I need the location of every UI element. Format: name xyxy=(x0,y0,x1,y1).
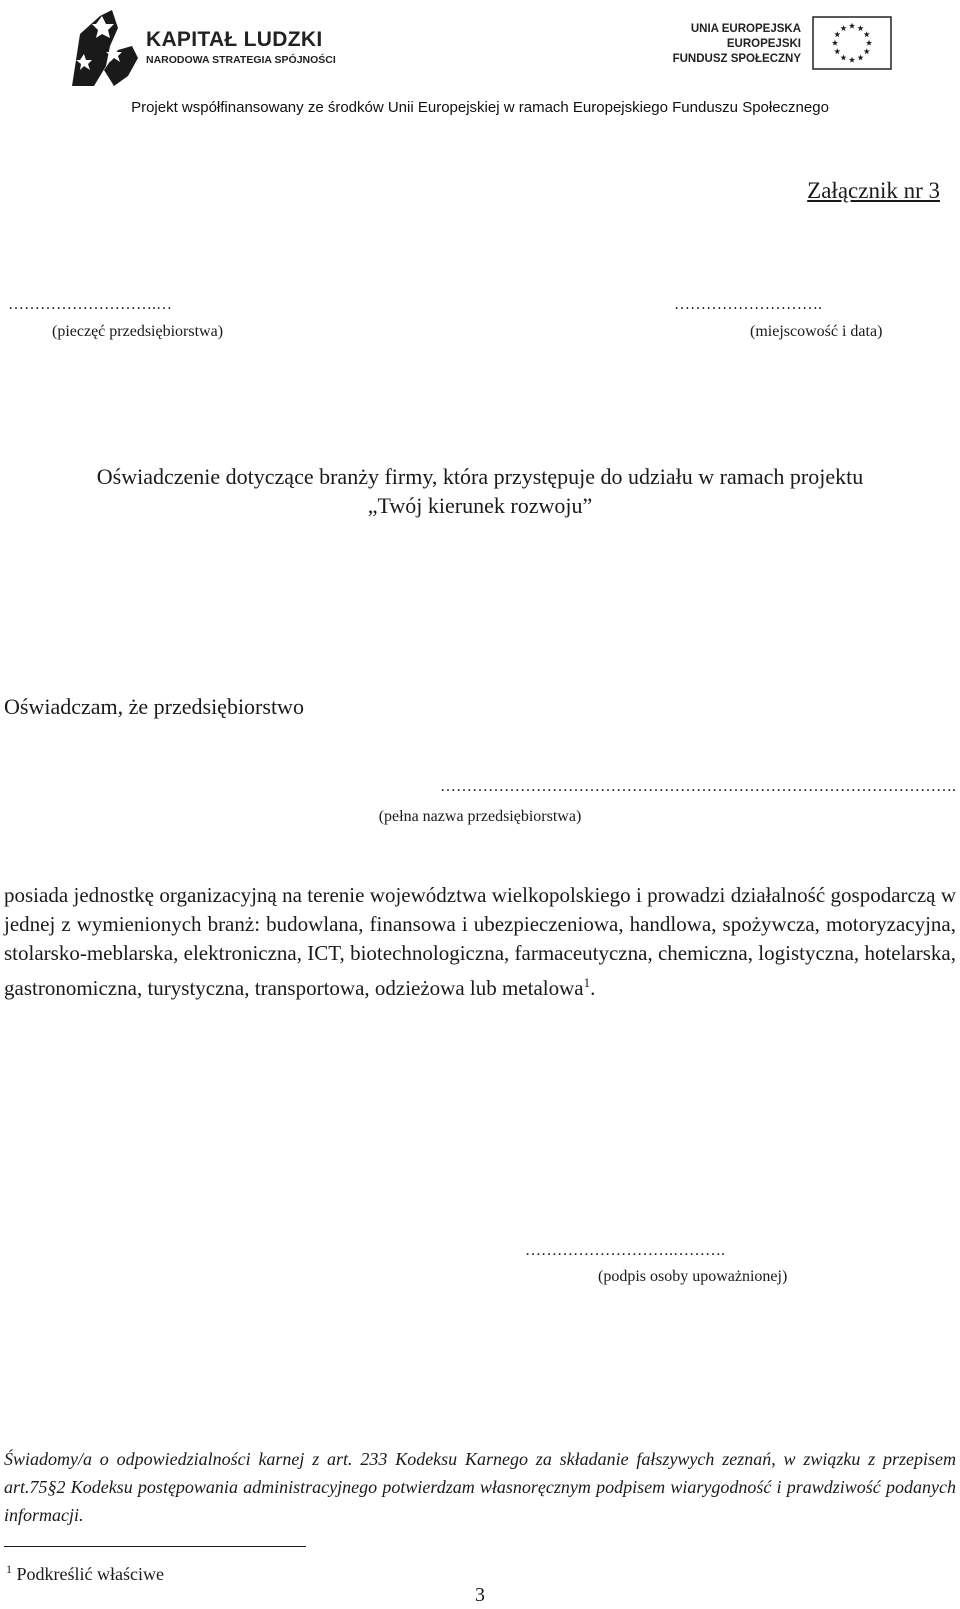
kapital-ludzki-title: KAPITAŁ LUDZKI xyxy=(146,28,323,51)
attachment-label: Załącznik nr 3 xyxy=(807,178,940,203)
document-title-line1: Oświadczenie dotyczące branży firmy, która przystępuje do udziału w ramach projektu xyxy=(96,464,864,489)
signature-field-caption: (podpis osoby upoważnionej) xyxy=(598,1268,788,1285)
declaration-body-end: . xyxy=(590,976,596,1000)
footnote xyxy=(6,1562,164,1585)
company-name-field-dots: ……………………………………………………………………………………. xyxy=(440,778,956,795)
company-name-field-caption: (pełna nazwa przedsiębiorstwa) xyxy=(378,808,582,825)
eu-logo-line2: EUROPEJSKI xyxy=(726,38,801,50)
footnote-text: Podkreślić właściwe xyxy=(16,1564,164,1584)
page-number: 3 xyxy=(475,1584,485,1606)
place-date-field-dots: ………………………. xyxy=(674,296,822,313)
declaration-body-text: posiada jednostkę organizacyjną na terenie województwa wielkopolskiego i prowadzi działalność gospodarczą w jednej z wymienionych branż: budowlana, finansowa i ubezpieczeniowa, handlowa, spożywcza, motoryzacyjna, stolarsko-meblarska, elektroniczna, ICT, biotechnologiczna, farmaceutyczna, chemiczna, logistyczna, hotelarska, gastronomiczna, turystyczna, transportowa, odzieżowa lub metalowa xyxy=(4,883,956,1000)
declaration-body xyxy=(4,881,956,1003)
eu-logo-text xyxy=(661,22,801,67)
eu-flag xyxy=(812,16,892,70)
eu-logo-line3: FUNDUSZ SPOŁECZNY xyxy=(672,53,801,65)
liability-note: Świadomy/a o odpowiedzialności karnej z art. 233 Kodeksu Karnego za składanie fałszywych zeznań, w związku z przepisem art.75§2 Kodeksu postępowania administracyjnego potwierdzam własnoręcznym podpisem wiarygodność i prawdziwość podanych informacji. xyxy=(4,1449,956,1525)
stamp-field-dots: ……………………….… xyxy=(8,296,172,313)
footnote-mark: 1 xyxy=(6,1562,12,1576)
footnote-reference: 1 xyxy=(583,975,591,990)
document-title xyxy=(0,462,960,520)
stamp-field-caption: (pieczęć przedsiębiorstwa) xyxy=(52,323,224,340)
declaration-intro: Oświadczam, że przedsiębiorstwo xyxy=(4,694,304,719)
footnote-divider xyxy=(4,1546,306,1547)
document-title-line2: „Twój kierunek rozwoju” xyxy=(367,493,593,518)
eu-flag-icon xyxy=(812,16,892,70)
eu-logo-line1: UNIA EUROPEJSKA xyxy=(690,23,801,35)
signature-field-dots: ……………………….………. xyxy=(525,1242,725,1259)
place-date-field-caption: (miejscowość i data) xyxy=(750,323,883,340)
cofinance-line: Projekt współfinansowany ze środków Unii Europejskiej w ramach Europejskiego Funduszu Społecznego xyxy=(131,99,829,116)
kapital-ludzki-subtitle: NARODOWA STRATEGIA SPÓJNOŚCI xyxy=(146,54,336,66)
kapital-ludzki-emblem-icon xyxy=(66,6,146,90)
